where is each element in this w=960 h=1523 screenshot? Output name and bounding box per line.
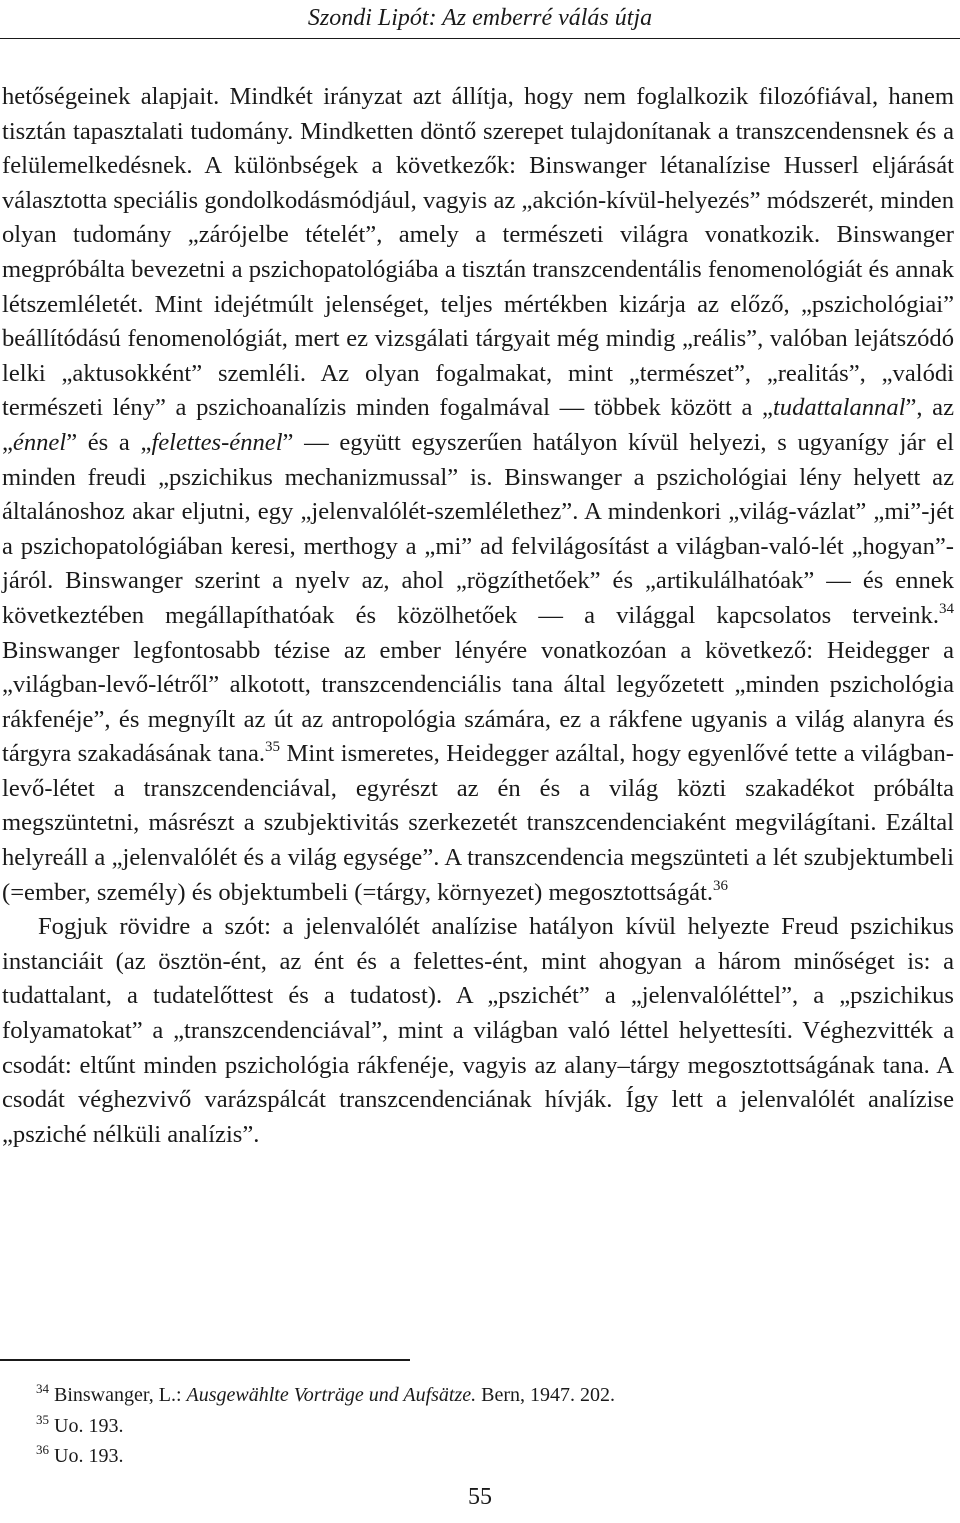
- footnote-ref-34[interactable]: 34: [939, 600, 954, 617]
- footnote-34: [36, 1380, 615, 1411]
- paragraph-1-text-e: Binswanger legfontosabb tézise az ember lényére vonatkozóan a következő: Heidegger a „világban-levő-létről” alkotott, transzcendenciális tana által legyőzetett „minden pszichológia rákfenéje”, és megnyílt az út az antropológia számára, ez a rákfene ugyanis a világ alanyra és tárgyra szakadásának tana.: [2, 636, 954, 768]
- running-title: Szondi Lipót: Az emberré válás útja: [307, 5, 653, 31]
- footnote-rule: [0, 1359, 410, 1361]
- footnote-number: 36: [36, 1442, 49, 1457]
- footnote-text: Uo. 193.: [54, 1414, 124, 1437]
- footnote-ref-36[interactable]: 36: [713, 877, 729, 894]
- paragraph-1-text-b: ”, az „: [2, 394, 955, 456]
- body-text: [2, 80, 954, 1152]
- footnote-ref-35[interactable]: 35: [265, 739, 281, 756]
- paragraph-1-text-c: ” és a „: [66, 428, 152, 456]
- header-rule: [0, 38, 960, 39]
- footnote-36: [36, 1441, 615, 1472]
- footnote-number: 34: [36, 1381, 49, 1396]
- footnote-35: [36, 1411, 615, 1442]
- paragraph-2: Fogjuk rövidre a szót: a jelenvalólét analízise hatályon kívül helyezte Freud pszichikus instanciáit (az ösztön-ént, az ént és a felettes-ént, mint ahogyan a három minőséget is: a tudattalant, a tudatelőttest és a tudatost). A „pszichét” a „jelenvalóléttel”, a „pszichikus folyamatokat” a „transzcendenciával”, mint a világban való léttel helyettesíti. Véghezvitték a csodát: eltűnt minden pszichológia rákfenéje, vagyis az alany–tárgy megosztottságának tana. A csodát véghezvivő varázspálcát transzcendenciának hívják. Így lett a jelenvalólét analízise „psziché nélküli analízis”.: [2, 913, 954, 1148]
- footnote-text: Bern, 1947. 202.: [476, 1384, 616, 1406]
- footnote-text: Uo. 193.: [54, 1445, 124, 1467]
- paragraph-1-text-a: hetőségeinek alapjait. Mindkét irányzat azt állítja, hogy nem foglalkozik filozófiával, hanem tisztán tapasztalati tudomány. Mindketten döntő szerepet tulajdonítanak a transzcendensnek és a felülemelkedésnek. A különbségek a következők: Binswanger létanalízise Husserl eljárását választotta speciális gondolkodásmódjául, vagyis az „akción-kívül-helyezés” módszerét, minden olyan tudomány „zárójelbe tételét”, amely a természeti világra vonatkozik. Binswanger megpróbálta bevezetni a pszichopatológiába a tisztán transzcendentális fenomenológiát és annak létszemléletét. Mint idejétmúlt jelenséget, teljes mértékben kizárja az előző, „pszichológiai” beállítódású fenomenológiát, mert ez vizsgálati tárgyait még mindig „reális”, valóban lejátszódó lelki „aktusokként” szemléli. Az olyan fogalmakat, mint „természet”, „realitás”, „valódi természeti lény” a pszichoanalízis minden fogalmával — többek között a „: [2, 83, 954, 422]
- emphasis-ennel: énnel: [12, 428, 67, 456]
- running-head: [0, 0, 960, 38]
- footnote-text: Binswanger, L.:: [54, 1384, 187, 1406]
- paragraph-1: [2, 80, 954, 910]
- footnote-number: 35: [36, 1411, 49, 1427]
- footnotes: [36, 1380, 615, 1472]
- paragraph-1-text-d: ” — együtt egyszerűen hatályon kívül helyezi, s ugyanígy jár el minden freudi „pszichikus mechanizmussal” is. Binswanger a pszichológiai lény helyett az általánoshoz akar eljutni, egy „jelenvalólét-szemlélethez”. A mindenkori „világ-vázlat” „mi”-jét a pszichopatológiában keresi, merthogy a „mi” ad felvilágosítást a világban-való-lét „hogyan”-járól. Binswanger szerint a nyelv az, ahol „rögzíthetőek” és „artikulálhatóak” — és ennek következtében megállapíthatóak és közölhetőek — a világgal kapcsolatos terveink.: [2, 428, 955, 629]
- emphasis-tudattalannal: tudattalannal: [772, 394, 906, 422]
- paragraph-1-text-f: Mint ismeretes, Heidegger azáltal, hogy egyenlővé tette a világban-levő-létet a transzcendenciával, egyrészt az én és a világ közti szakadékot próbálta megszüntetni, másrészt a szubjektivitás szerkezetét transzcendenciaként megvilágítani. Ezáltal helyreáll a „jelenvalólét és a világ egysége”. A transzcendencia megszünteti a lét szubjektumbeli (=ember, személy) és objektumbeli (=tárgy, környezet) megosztottságát.: [2, 740, 954, 906]
- page-number: 55: [468, 1484, 492, 1510]
- emphasis-felettes-ennel: felettes-énnel: [151, 428, 283, 456]
- footnote-book-title: Ausgewählte Vorträge und Aufsätze.: [186, 1384, 477, 1406]
